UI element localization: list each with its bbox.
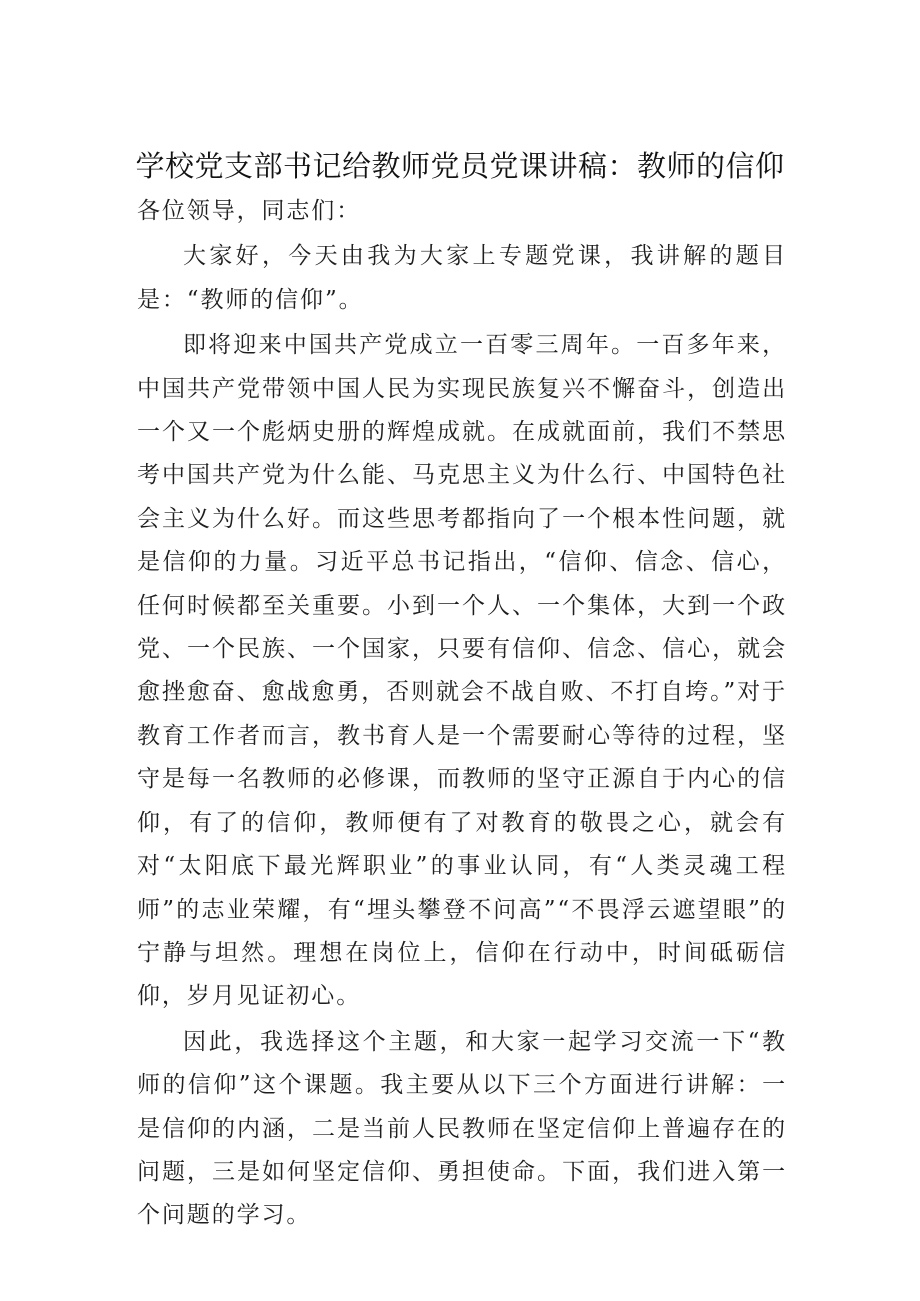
- salutation: 各位领导，同志们：: [137, 198, 362, 224]
- document-body: [137, 190, 787, 1240]
- paragraph-greeting: 大家好，今天由我为大家上专题党课，我讲解的题目是：“教师的信仰”。: [137, 243, 787, 313]
- paragraph-outline: 因此，我选择这个主题，和大家一起学习交流一下“教师的信仰”这个课题。我主要从以下三个方面进行讲解：一是信仰的内涵，二是当前人民教师在坚定信仰上普遍存在的问题，三是如何坚定信仰、勇担使命。下面，我们进入第一个问题的学习。: [137, 1028, 787, 1229]
- document-title: 学校党支部书记给教师党员党课讲稿：教师的信仰: [135, 149, 785, 183]
- paragraph-background: 即将迎来中国共产党成立一百零三周年。一百多年来，中国共产党带领中国人民为实现民族复兴不懈奋斗，创造出一个又一个彪炳史册的辉煌成就。在成就面前，我们不禁思考中国共产党为什么能、马克思主义为什么行、中国特色社会主义为什么好。而这些思考都指向了一个根本性问题，就是信仰的力量。习近平总书记指出，“信仰、信念、信心，任何时候都至关重要。小到一个人、一个集体，大到一个政党、一个民族、一个国家，只要有信仰、信念、信心，就会愈挫愈奋、愈战愈勇，否则就会不战自败、不打自垮。”对于教育工作者而言，教书育人是一个需要耐心等待的过程，坚守是每一名教师的必修课，而教师的坚守正源自于内心的信仰，有了的信仰，教师便有了对教育的敬畏之心，就会有对“太阳底下最光辉职业”的事业认同，有“人类灵魂工程师”的志业荣耀，有“埋头攀登不问高”“不畏浮云遮望眼”的宁静与坦然。理想在岗位上，信仰在行动中，时间砥砺信仰，岁月见证初心。: [137, 332, 787, 1010]
